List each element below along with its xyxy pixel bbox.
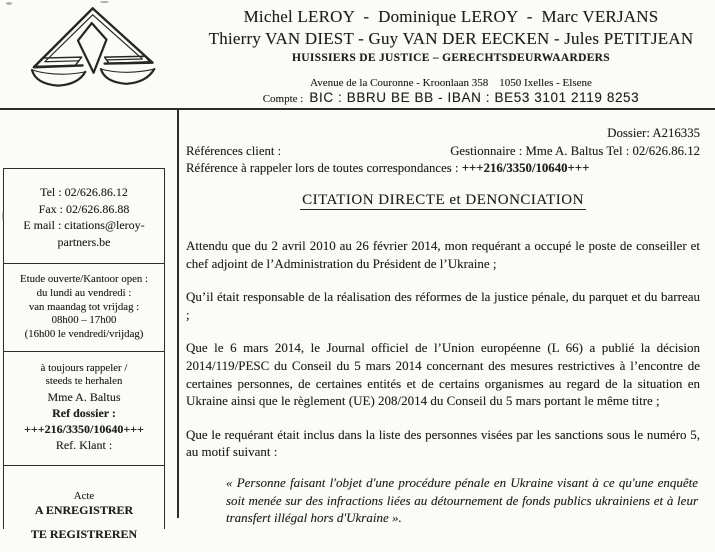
sidebar-tel: Tel : 02/626.86.12 [40, 185, 128, 199]
sidebar-reference-section [4, 351, 164, 465]
rappel-label: Référence à rappeler lors de toutes correspondances : [186, 161, 462, 175]
account-value: BIC : BBRU BE BB - IBAN : BE53 3101 2119 8253 [309, 90, 640, 105]
reference-rappel-line [186, 161, 700, 176]
sidebar-email: E mail : citations@leroy-partners.be [23, 218, 145, 249]
sanction-motif-quote: « Personne faisant l'objet d'une procédure pénale en Ukraine visant à ce qu'une enquête soit menée sur des infractions liées au détournement de fonds publics ukrainiens et à leur transfert illégal hors d'Ukraine ». [226, 474, 698, 526]
sidebar-info-box [3, 168, 165, 541]
sidebar-contact-section [4, 169, 164, 263]
sidebar-ref-klant-label: Ref. Klant : [55, 437, 113, 452]
sidebar-acte-label: Acte [73, 489, 95, 502]
paragraph: Attendu que du 2 avril 2010 au 26 février 2014, mon requérant a occupé le poste de conseiller et chef adjoint de l’Administration du Président de l’Ukraine ; [186, 238, 700, 271]
sidebar-acte-nl: TE REGISTREREN [30, 526, 138, 541]
sidebar-fax: Fax : 02/626.86.88 [38, 201, 130, 216]
sidebar-hours-line: du lundi au vendredi : [36, 286, 132, 299]
gestionnaire-info: Gestionnaire : Mme A. Baltus Tel : 02/626.86.12 [450, 144, 700, 158]
sidebar-hours-line: 08h00 – 17h00 [51, 314, 117, 327]
sidebar-hours-section [4, 263, 164, 351]
sidebar-recall-note-nl: steeds te herhalen [45, 375, 123, 388]
references-client-label: Références client : [186, 144, 282, 158]
sidebar-ref-dossier-value: +++216/3350/10640+++ [24, 421, 144, 436]
letterhead-account-line [195, 90, 707, 105]
sidebar-hours-line: van maandag tot vrijdag : [28, 300, 140, 313]
spacer [8, 518, 160, 527]
header-divider-rule [0, 108, 715, 110]
sidebar-acte-section [4, 465, 164, 552]
scan-artifact [6, 2, 12, 5]
account-label: Compte : [262, 93, 304, 105]
document-title: CITATION DIRECTE et DENONCIATION [302, 192, 584, 208]
rappel-reference-value: +++216/3350/10640+++ [461, 161, 590, 175]
scan-artifact [2, 212, 4, 220]
references-row [186, 144, 700, 159]
letterhead-address: Avenue de la Couronne - Kroonlaan 358 1050 Ixelles - Elsene [310, 77, 592, 89]
sidebar-recall-note-fr: à toujours rappeler / [40, 361, 128, 374]
sidebar-ref-dossier-label: Ref dossier : [52, 405, 116, 420]
sidebar-divider-rule [177, 109, 179, 518]
paragraph: Qu’il était responsable de la réalisation des réformes de la justice pénale, du parquet et du barreau ; [186, 289, 700, 322]
dossier-number: Dossier: A216335 [607, 126, 700, 140]
partner-names-line1: Michel LEROY - Dominique LEROY - Marc VERJANS [243, 7, 659, 26]
paragraph: Que le requérant était inclus dans la liste des personnes visées par les sanctions sous le numéro 5, au motif suivant : [186, 426, 700, 460]
letterhead [195, 7, 707, 105]
sidebar-hours-line: (16h00 le vendredi/vrijdag) [24, 328, 144, 341]
document-body [186, 126, 700, 527]
sidebar-acte-fr: A ENREGISTRER [34, 502, 134, 517]
scales-of-justice-icon [20, 3, 158, 103]
partner-names-line2: Thierry VAN DIEST - Guy VAN DER EECKEN - Jules PETITJEAN [208, 29, 694, 48]
scan-artifact [100, 1, 109, 3]
sidebar-manager-name: Mme A. Baltus [47, 389, 121, 404]
letterhead-subtitle: HUISSIERS DE JUSTICE – GERECHTSDEURWAARDERS [292, 52, 610, 64]
paragraph: Que le 6 mars 2014, le Journal officiel de l’Union européenne (L 66) a publié la décision 2014/119/PESC du Conseil du 5 mars 2014 concernant des mesures restrictives à l’encontre de certaines personnes, de certaines entités et de certains organismes au regard de la situation en Ukraine ainsi que le règlement (UE) 208/2014 du Conseil du 5 mars portant le même titre ; [186, 340, 700, 409]
sidebar-hours-line: Etude ouverte/Kantoor open : [19, 273, 149, 285]
